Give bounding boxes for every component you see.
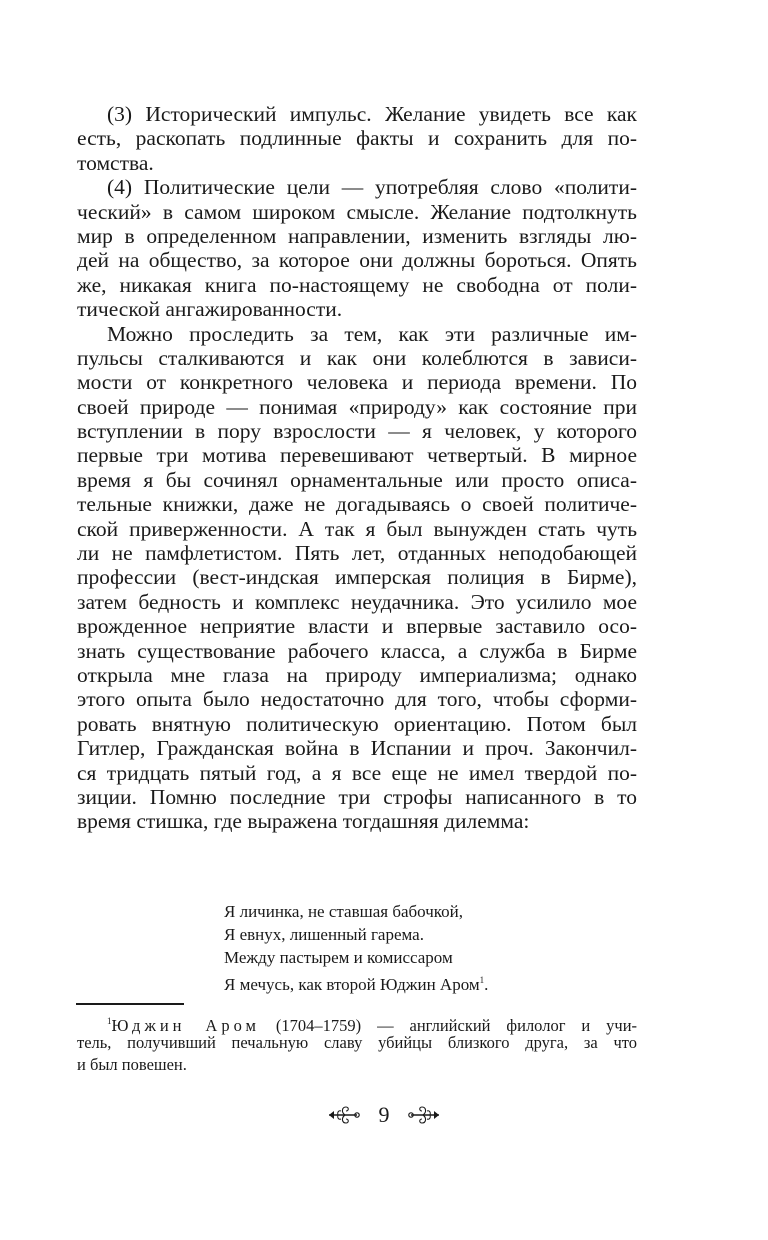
footnote-line: тель, получивший печальную славу убийцы близкого друга, за что: [77, 1033, 637, 1052]
text-line: вступлении в пору взрослости — я человек, у которого: [77, 419, 637, 444]
text-line: ся тридцать пятый год, а я все еще не имел твердой по-: [77, 760, 637, 785]
footnote-marker: 1: [107, 1016, 112, 1026]
footnote-text: (1704–1759) — английский филолог и учи-: [275, 1016, 638, 1035]
text-line: томства.: [77, 150, 154, 175]
text-line: Можно проследить за тем, как эти различные им-: [107, 321, 637, 346]
poem-line: [224, 969, 488, 992]
poem-line: Между пастырем и комиссаром: [224, 948, 453, 967]
text-line: ческий» в самом широком смысле. Желание подтолкнуть: [77, 199, 637, 224]
text-line: (3) Исторический импульс. Желание увидеть все как: [107, 102, 637, 126]
footnote-line: [77, 1010, 638, 1035]
page-number: 9: [378, 1101, 390, 1127]
footnote: [77, 1010, 637, 1076]
text-line: тической ангажированности.: [77, 297, 343, 322]
text-line: ской приверженности. А так я был вынужден стать чуть: [77, 516, 637, 541]
text-line: Гитлер, Гражданская война в Испании и проч. Закончил-: [77, 736, 637, 761]
text-line: мир в определенном направлении, изменить взгляды лю-: [77, 223, 637, 248]
text-line: врожденное неприятие власти и впервые заставило осо-: [77, 614, 637, 639]
text-line: время стишка, где выражена тогдашняя дилемма:: [77, 809, 530, 834]
text-line: же, никакая книга по-настоящему не свободна от поли-: [77, 272, 637, 297]
footnote-reference[interactable]: 1: [479, 975, 485, 985]
fleuron-left-icon: [327, 1104, 361, 1126]
text-line: мости от конкретного человека и периода времени. По: [77, 370, 637, 395]
text-line: время я бы сочинял орнаментальные или просто описа-: [77, 467, 637, 492]
text-line: (4) Политические цели — употребляя слово «полити-: [107, 175, 637, 200]
footnote-line: и был повешен.: [77, 1055, 187, 1074]
text-line: ли не памфлетистом. Пять лет, отданных неподобающей: [77, 541, 637, 566]
body-text: [77, 102, 637, 834]
text-line: есть, раскопать подлинные факты и сохранить для по-: [77, 126, 637, 151]
footnote-name: Юджин Аром: [111, 1016, 260, 1035]
text-line: профессии (вест-индская имперская полиция в Бирме),: [77, 565, 637, 590]
text-line: первые три мотива перевешивают четвертый. В мирное: [77, 443, 637, 468]
text-line: зиции. Помню последние три строфы написанного в то: [77, 784, 637, 809]
text-line: дей на общество, за которое они должны бороться. Опять: [77, 248, 637, 273]
text-line: своей природе — понимая «природу» как состояние при: [77, 394, 637, 419]
poem-line-text: Я мечусь, как второй Юджин Аром: [224, 975, 480, 994]
poem-line: Я личинка, не ставшая бабочкой,: [224, 902, 464, 921]
text-line: пульсы сталкиваются и как они колеблются в зависи-: [77, 345, 637, 370]
fleuron-right-icon: [407, 1104, 441, 1126]
footnote-rule: [76, 1003, 184, 1005]
poem-line-punct: .: [484, 975, 489, 994]
text-line: знать существование рабочего класса, а служба в Бирме: [77, 638, 637, 663]
page-folio: [0, 1098, 768, 1128]
text-line: тельные книжки, даже не догадываясь о своей политиче-: [77, 492, 637, 517]
poem-line: Я евнух, лишенный гарема.: [224, 925, 424, 944]
text-line: открыла мне глаза на природу империализма; однако: [77, 662, 637, 687]
text-line: этого опыта было недостаточно для того, чтобы сформи-: [77, 687, 637, 712]
poem-stanza: [224, 900, 488, 992]
text-line: ровать внятную политическую ориентацию. Потом был: [77, 711, 637, 736]
text-line: затем бедность и комплекс неудачника. Это усилило мое: [77, 589, 637, 614]
